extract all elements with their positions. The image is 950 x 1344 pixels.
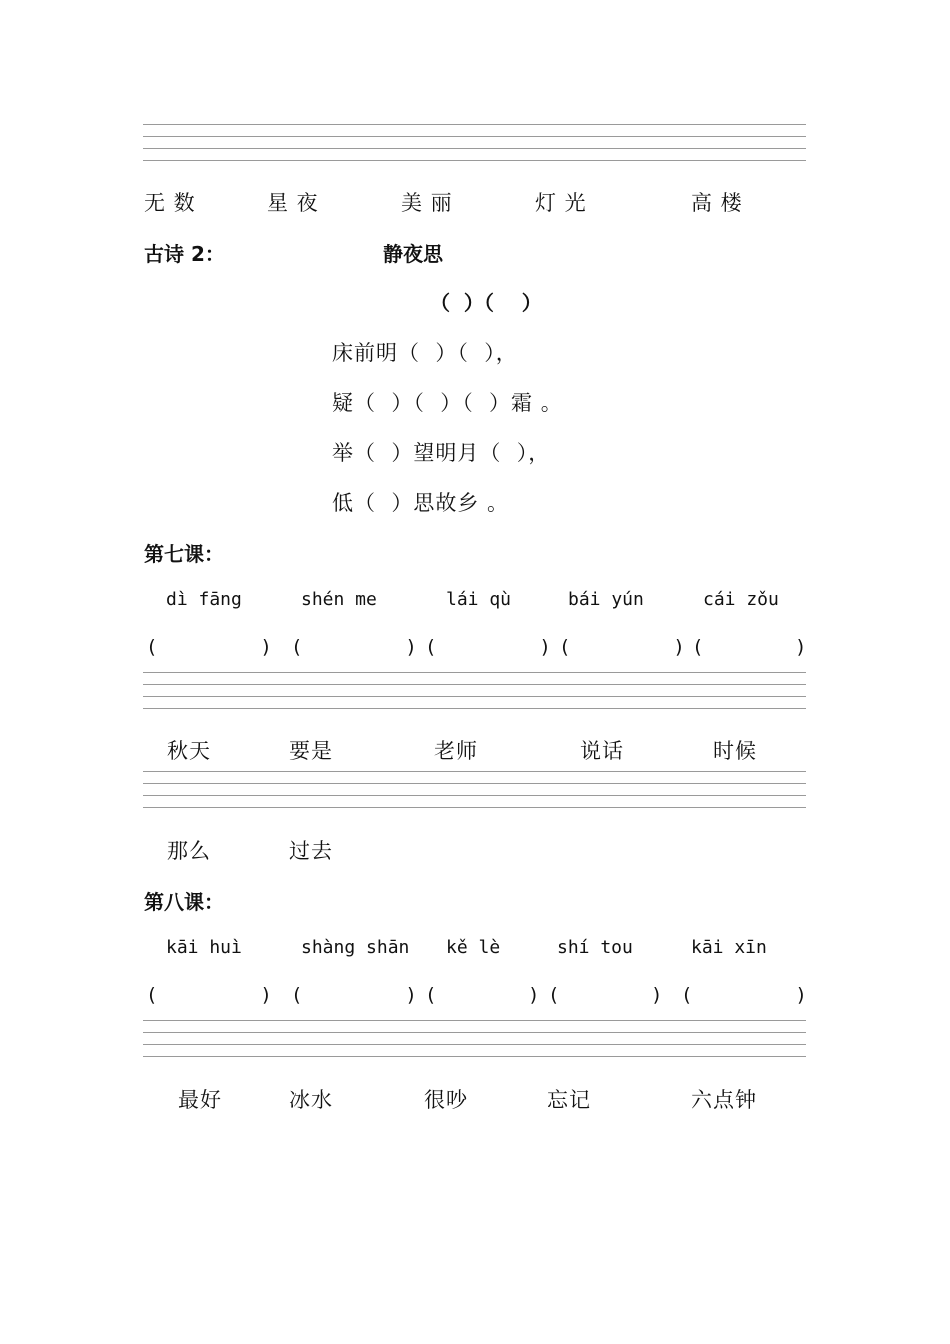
- answer-blank[interactable]: ( ): [146, 984, 272, 1006]
- answer-blank[interactable]: ( ): [692, 636, 807, 658]
- poem-line: 举（ ）望明月（ ），: [332, 441, 551, 465]
- answer-blank[interactable]: ( ): [291, 984, 417, 1006]
- pinyin: kě lè: [446, 937, 501, 958]
- writing-line: [143, 696, 806, 697]
- lesson7-title: 第七课：: [144, 542, 224, 566]
- writing-line: [143, 807, 806, 808]
- pinyin: shí tou: [557, 937, 633, 958]
- poem-author-blank: （ ）（ ）: [430, 291, 542, 315]
- writing-line: [143, 148, 806, 149]
- answer-blank[interactable]: ( ): [681, 984, 807, 1006]
- lesson8-title: 第八课：: [144, 890, 224, 914]
- poem-line: 低（ ）思故乡 。: [332, 491, 510, 515]
- writing-line: [143, 708, 806, 709]
- vocab-word: 最好: [178, 1088, 222, 1112]
- vocab-word: 高 楼: [691, 191, 743, 215]
- vocab-word: 六点钟: [691, 1088, 757, 1112]
- poem-title: 静夜思: [383, 242, 443, 266]
- answer-blank[interactable]: ( ): [291, 636, 417, 658]
- answer-blank[interactable]: ( ): [548, 984, 663, 1006]
- writing-line: [143, 795, 806, 796]
- writing-line: [143, 1044, 806, 1045]
- answer-blank[interactable]: ( ): [425, 984, 540, 1006]
- pinyin: kāi xīn: [691, 937, 767, 958]
- pinyin: cái zǒu: [703, 589, 779, 610]
- writing-line: [143, 1020, 806, 1021]
- vocab-word: 秋天: [167, 739, 211, 763]
- vocab-word: 冰水: [289, 1088, 333, 1112]
- writing-line: [143, 136, 806, 137]
- poem-label: 古诗 2：: [144, 242, 225, 266]
- vocab-word: 要是: [289, 739, 333, 763]
- writing-line: [143, 672, 806, 673]
- vocab-word: 星 夜: [267, 191, 319, 215]
- pinyin: shàng shān: [301, 937, 410, 958]
- pinyin: shén me: [301, 589, 377, 610]
- vocab-word: 美 丽: [401, 191, 453, 215]
- pinyin: bái yún: [568, 589, 644, 610]
- vocab-word: 灯 光: [535, 191, 587, 215]
- poem-line: 床前明（ ）（ ），: [332, 341, 518, 365]
- answer-blank[interactable]: ( ): [425, 636, 551, 658]
- writing-line: [143, 1032, 806, 1033]
- poem-line: 疑（ ）（ ）（ ）霜 。: [332, 391, 563, 415]
- answer-blank[interactable]: ( ): [559, 636, 685, 658]
- vocab-word: 无 数: [144, 191, 196, 215]
- writing-line: [143, 684, 806, 685]
- writing-line: [143, 1056, 806, 1057]
- vocab-word: 老师: [434, 739, 478, 763]
- vocab-word: 说话: [580, 739, 624, 763]
- pinyin: dì fāng: [166, 589, 242, 610]
- writing-line: [143, 771, 806, 772]
- vocab-word: 时候: [713, 739, 757, 763]
- pinyin: kāi huì: [166, 937, 242, 958]
- vocab-word: 忘记: [547, 1088, 591, 1112]
- writing-line: [143, 160, 806, 161]
- answer-blank[interactable]: ( ): [146, 636, 272, 658]
- vocab-word: 过去: [289, 839, 333, 863]
- writing-line: [143, 124, 806, 125]
- writing-line: [143, 783, 806, 784]
- vocab-word: 那么: [167, 839, 211, 863]
- pinyin: lái qù: [446, 589, 512, 610]
- vocab-word: 很吵: [424, 1088, 468, 1112]
